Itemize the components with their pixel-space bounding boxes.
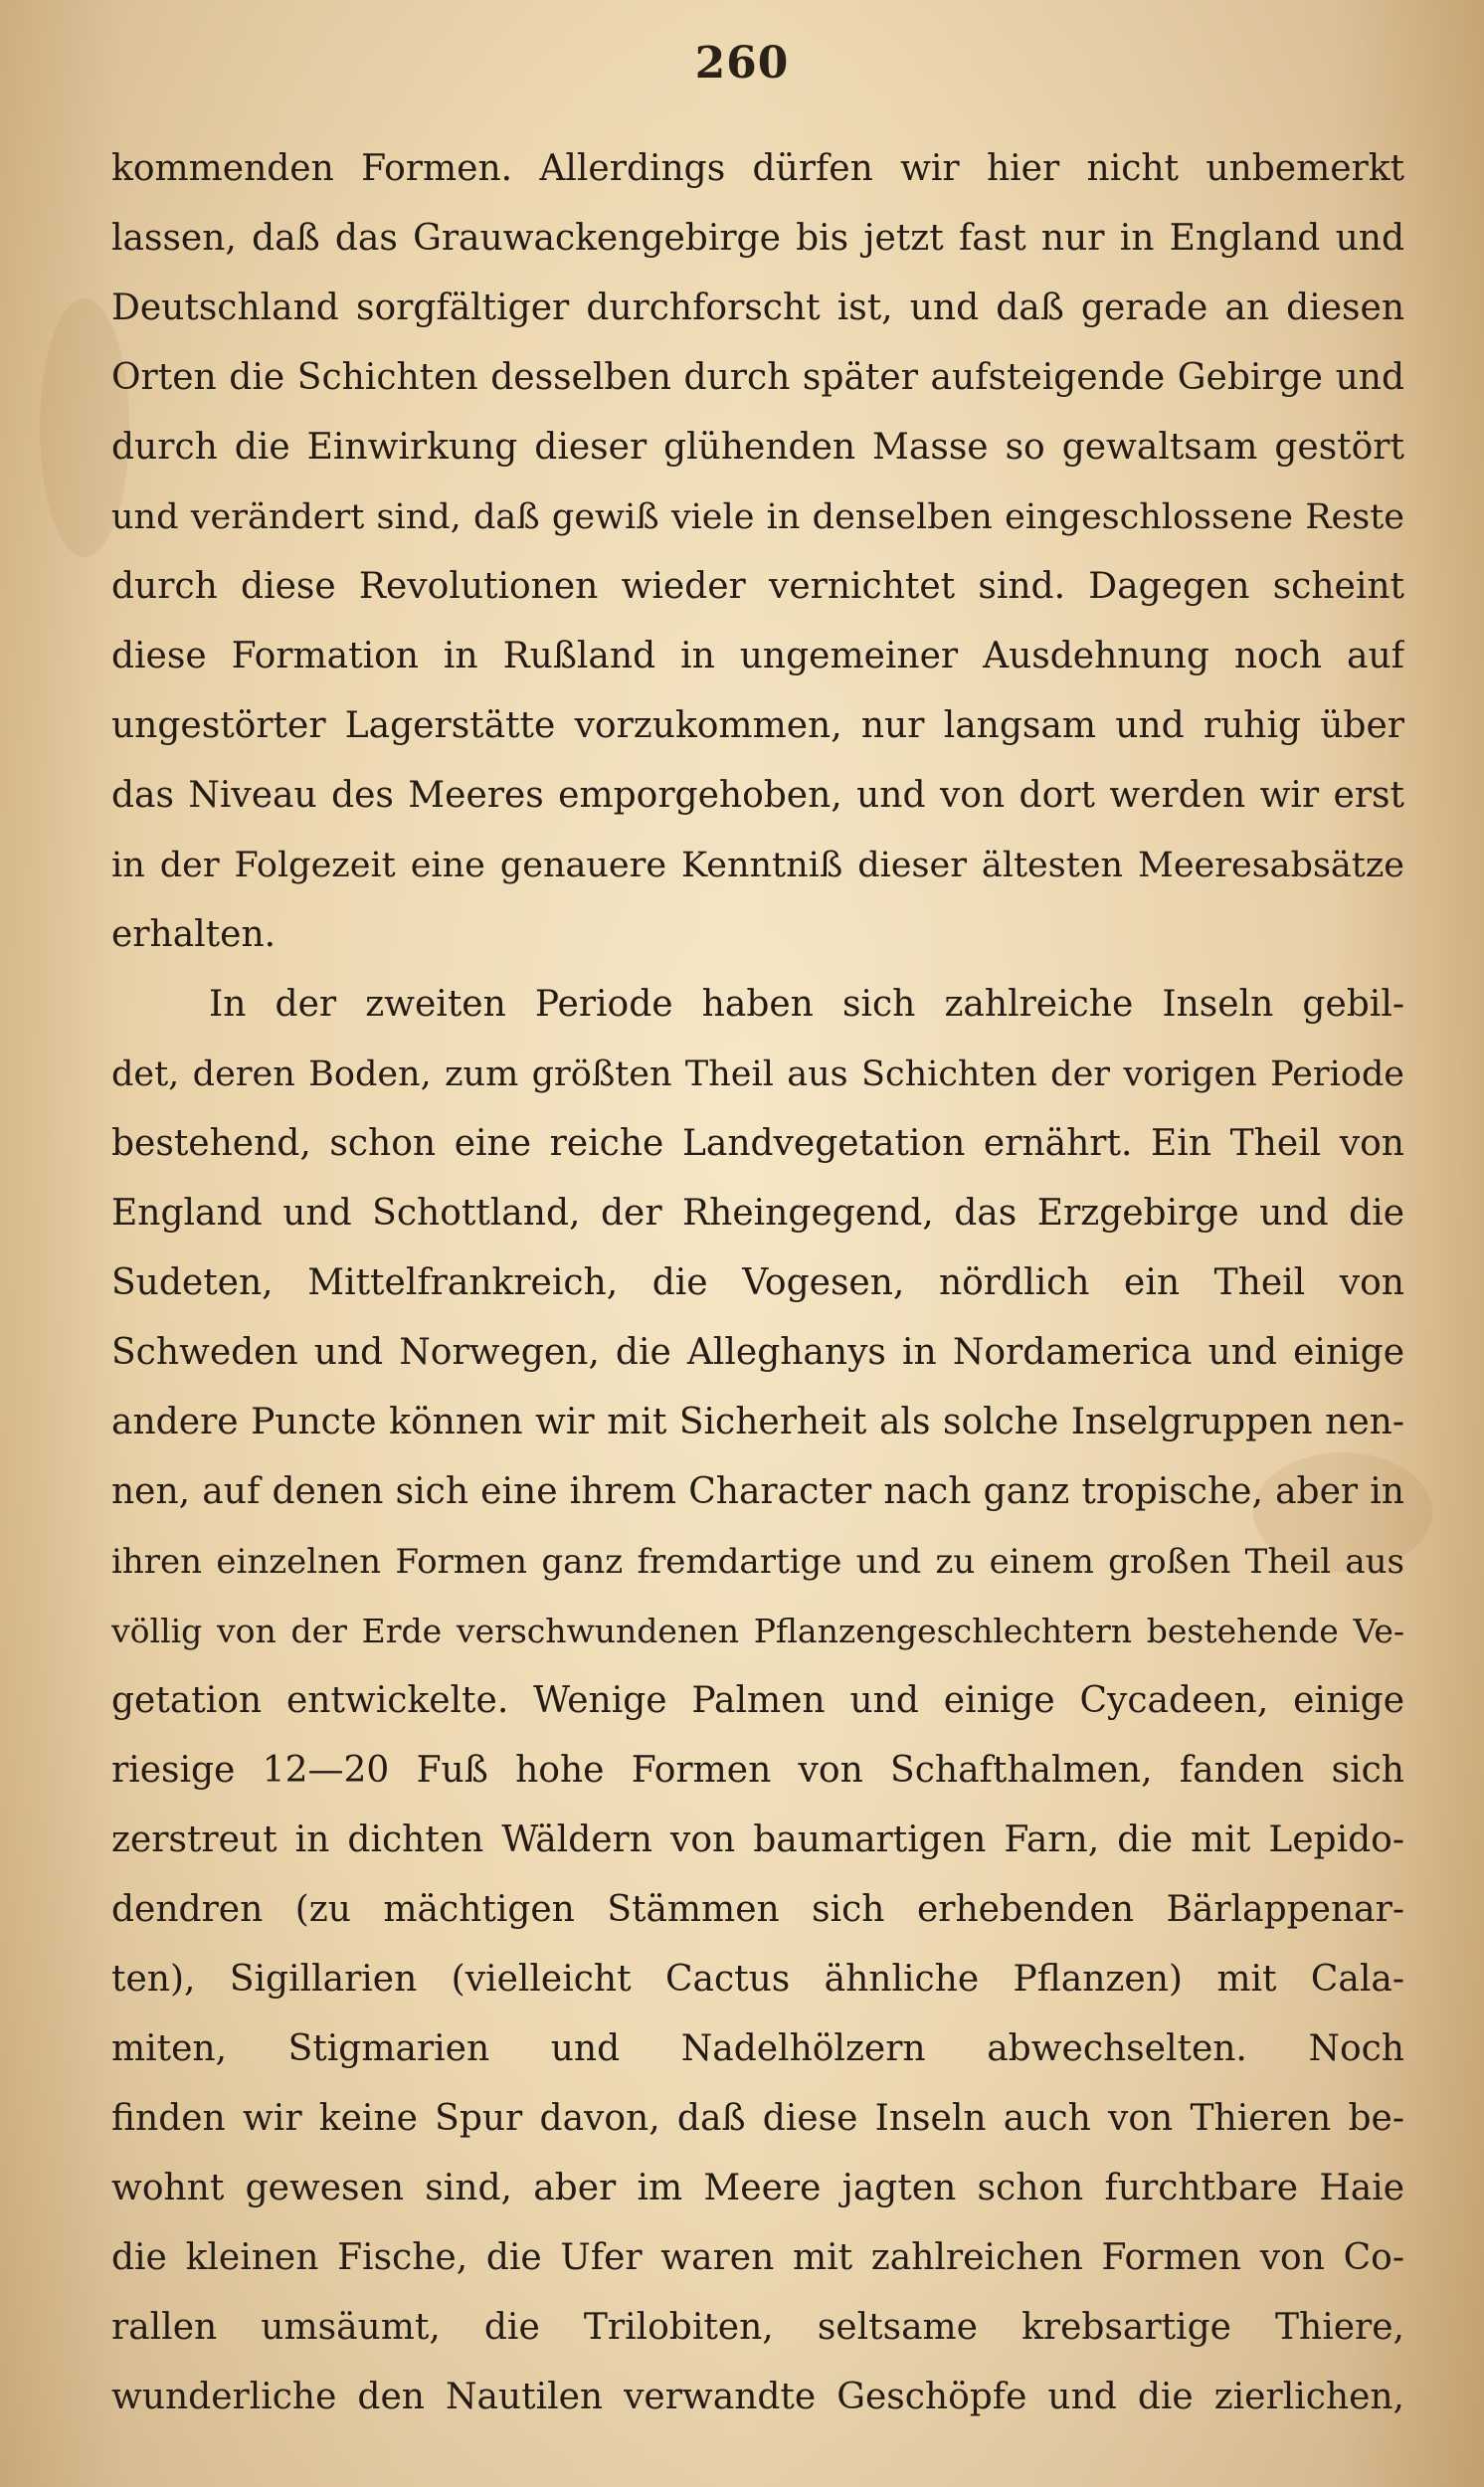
text-line: Deutschland sorgfältiger durchforscht ist, und daß gerade an diesen: [111, 287, 1404, 328]
text-line: diese Formation in Rußland in ungemeiner Ausdehnung noch auf: [111, 636, 1404, 676]
text-line: dendren (zu mächtigen Stämmen sich erhebenden Bärlappenar-: [111, 1889, 1404, 1930]
text-line: miten, Stigmarien und Nadelhölzern abwechselten. Noch: [111, 2028, 1404, 2069]
text-line: lassen, daß das Grauwackengebirge bis jetzt fast nur in England und: [111, 218, 1404, 259]
text-line: durch die Einwirkung dieser glühenden Masse so gewaltsam gestört: [111, 427, 1404, 468]
text-line: andere Puncte können wir mit Sicherheit als solche Inselgruppen nen-: [111, 1402, 1404, 1442]
text-line: ungestörter Lagerstätte vorzukommen, nur langsam und ruhig über: [111, 705, 1404, 746]
text-line: in der Folgezeit eine genauere Kenntniß dieser ältesten Meeresabsätze: [111, 846, 1404, 885]
text-line: und verändert sind, daß gewiß viele in denselben eingeschlossene Reste: [111, 497, 1404, 537]
text-line: finden wir keine Spur davon, daß diese Inseln auch von Thieren be-: [111, 2098, 1404, 2139]
text-line: ihren einzelnen Formen ganz fremdartige und zu einem großen Theil aus: [111, 1542, 1404, 1582]
text-line: nen, auf denen sich eine ihrem Character nach ganz tropische, aber in: [111, 1471, 1404, 1512]
text-line: Schweden und Norwegen, die Alleghanys in Nordamerica und einige: [111, 1332, 1404, 1373]
text-line: völlig von der Erde verschwundenen Pflanzengeschlechtern bestehende Ve-: [111, 1612, 1404, 1650]
text-line: wunderliche den Nautilen verwandte Geschöpfe und die zierlichen,: [111, 2377, 1404, 2417]
paragraph-start-line: In der zweiten Periode haben sich zahlreiche Inseln gebil-: [209, 984, 1404, 1025]
text-line: ten), Sigillarien (vielleicht Cactus ähnliche Pflanzen) mit Cala-: [111, 1959, 1404, 2000]
text-line: getation entwickelte. Wenige Palmen und einige Cycadeen, einige: [111, 1680, 1404, 1721]
page-body-text: [111, 134, 1404, 2432]
page-number: 260: [694, 38, 790, 89]
text-line: erhalten.: [111, 914, 277, 955]
text-line: durch diese Revolutionen wieder vernichtet sind. Dagegen scheint: [111, 566, 1404, 607]
text-line: England und Schottland, der Rheingegend, das Erzgebirge und die: [111, 1193, 1404, 1234]
text-line: kommenden Formen. Allerdings dürfen wir hier nicht unbemerkt: [111, 148, 1404, 189]
text-line: wohnt gewesen sind, aber im Meere jagten schon furchtbare Haie: [111, 2168, 1404, 2208]
text-line: det, deren Boden, zum größten Theil aus Schichten der vorigen Periode: [111, 1054, 1404, 1094]
text-line: rallen umsäumt, die Trilobiten, seltsame krebsartige Thiere,: [111, 2307, 1404, 2348]
text-line: Sudeten, Mittelfrankreich, die Vogesen, nördlich ein Theil von: [111, 1262, 1404, 1303]
text-line: das Niveau des Meeres emporgehoben, und von dort werden wir erst: [111, 775, 1404, 816]
text-line: Orten die Schichten desselben durch später aufsteigende Gebirge und: [111, 357, 1404, 398]
text-line: bestehend, schon eine reiche Landvegetation ernährt. Ein Theil von: [111, 1123, 1404, 1164]
text-line: die kleinen Fische, die Ufer waren mit zahlreichen Formen von Co-: [111, 2237, 1404, 2278]
text-line: zerstreut in dichten Wäldern von baumartigen Farn, die mit Lepido-: [111, 1819, 1404, 1860]
text-line: riesige 12—20 Fuß hohe Formen von Schafthalmen, fanden sich: [111, 1750, 1404, 1791]
